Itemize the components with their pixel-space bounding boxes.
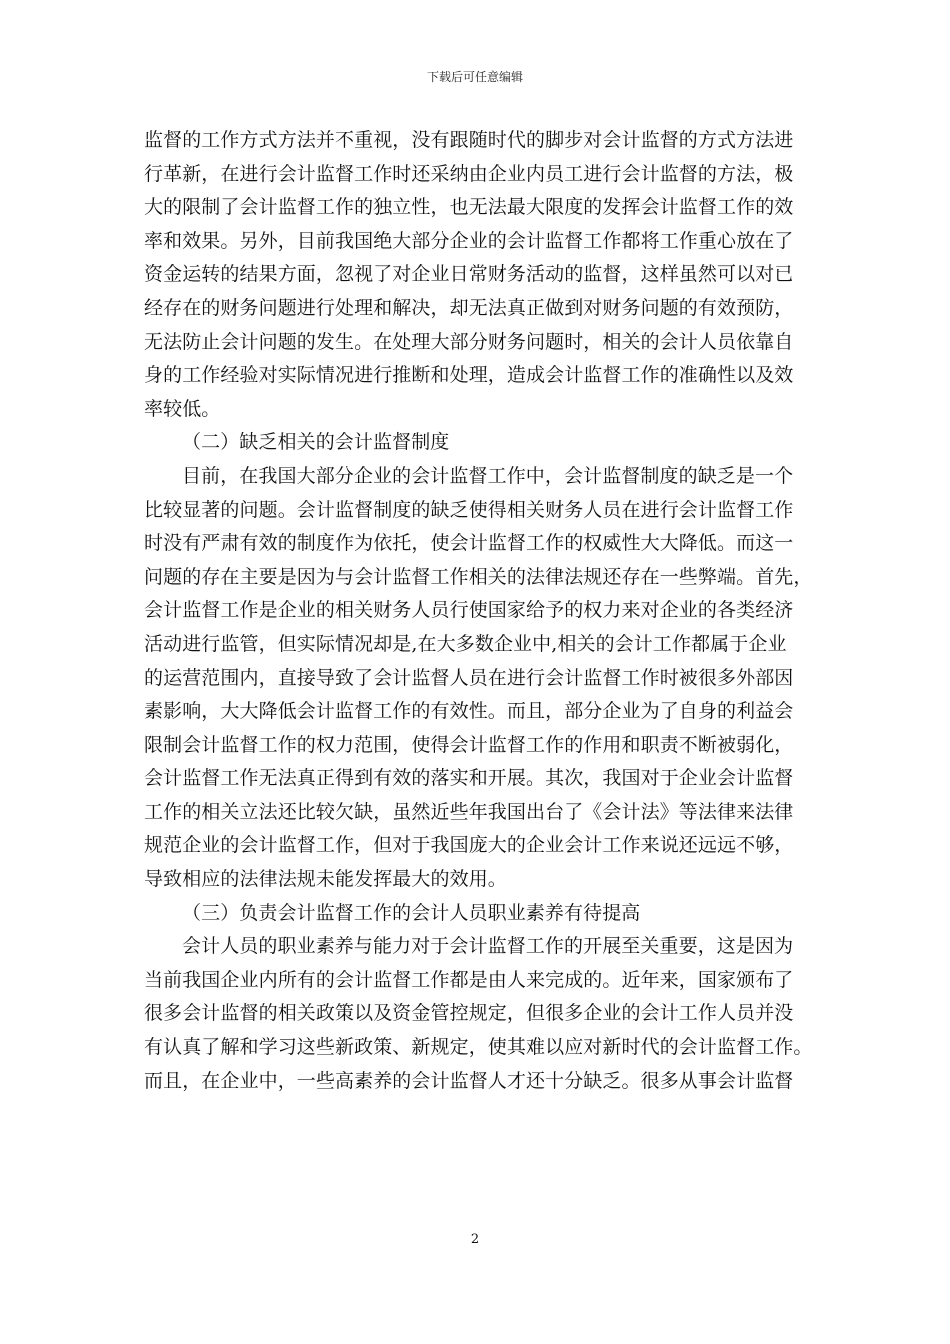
text-line: （三）负责会计监督工作的会计人员职业素养有待提高 [182, 901, 641, 924]
text-line: 行革新，在进行会计监督工作时还采纳由企业内员工进行会计监督的方法，极 [144, 162, 794, 185]
text-line: 时没有严肃有效的制度作为依托，使会计监督工作的权威性大大降低。而这一 [144, 532, 794, 555]
text-line: 规范企业的会计监督工作，但对于我国庞大的企业会计工作来说还远远不够， [144, 834, 794, 857]
text-line: 大的限制了会计监督工作的独立性，也无法最大限度的发挥会计监督工作的效 [144, 196, 794, 219]
text-line: 经存在的财务问题进行处理和解决，却无法真正做到对财务问题的有效预防， [144, 296, 794, 319]
text-line: 导致相应的法律法规未能发挥最大的效用。 [144, 868, 507, 891]
text-line: 会计监督工作无法真正得到有效的落实和开展。其次，我国对于企业会计监督 [144, 767, 794, 790]
text-line: 目前，在我国大部分企业的会计监督工作中，会计监督制度的缺乏是一个 [182, 464, 794, 487]
text-line: 会计人员的职业素养与能力对于会计监督工作的开展至关重要，这是因为 [182, 935, 794, 958]
text-line: 工作的相关立法还比较欠缺，虽然近些年我国出台了《会计法》等法律来法律 [144, 800, 794, 823]
text-line: 监督的工作方式方法并不重视，没有跟随时代的脚步对会计监督的方式方法进 [144, 129, 794, 151]
text-line: 比较显著的问题。会计监督制度的缺乏使得相关财务人员在进行会计监督工作 [144, 498, 794, 521]
text-line: 无法防止会计问题的发生。在处理大部分财务问题时，相关的会计人员依靠自 [144, 330, 794, 353]
text-line: 限制会计监督工作的权力范围，使得会计监督工作的作用和职责不断被弱化， [144, 733, 794, 756]
page-header: 下载后可任意编辑 [426, 70, 523, 84]
text-line: 有认真了解和学习这些新政策、新规定，使其难以应对新时代的会计监督工作。 [144, 1036, 813, 1059]
text-line: （二）缺乏相关的会计监督制度 [182, 431, 450, 454]
text-line: 资金运转的结果方面，忽视了对企业日常财务活动的监督，这样虽然可以对已 [144, 263, 794, 286]
text-line: 的运营范围内，直接导致了会计监督人员在进行会计监督工作时被很多外部因 [144, 666, 794, 689]
text-line: 身的工作经验对实际情况进行推断和处理，造成会计监督工作的准确性以及效 [144, 364, 794, 387]
body-text [144, 124, 812, 1098]
page-number: 2 [470, 1232, 480, 1247]
text-line: 素影响，大大降低会计监督工作的有效性。而且，部分企业为了自身的利益会 [144, 700, 794, 723]
text-line: 率较低。 [144, 397, 221, 420]
text-line: 而且，在企业中，一些高素养的会计监督人才还十分缺乏。很多从事会计监督 [144, 1069, 794, 1092]
text-line: 活动进行监管，但实际情况却是,在大多数企业中,相关的会计工作都属于企业 [144, 632, 787, 655]
text-line: 问题的存在主要是因为与会计监督工作相关的法律法规还存在一些弊端。首先， [144, 565, 813, 588]
text-line: 当前我国企业内所有的会计监督工作都是由人来完成的。近年来，国家颁布了 [144, 968, 794, 991]
text-line: 会计监督工作是企业的相关财务人员行使国家给予的权力来对企业的各类经济 [144, 599, 794, 622]
text-line: 很多会计监督的相关政策以及资金管控规定，但很多企业的会计工作人员并没 [144, 1002, 794, 1025]
text-line: 率和效果。另外，目前我国绝大部分企业的会计监督工作都将工作重心放在了 [144, 229, 794, 252]
